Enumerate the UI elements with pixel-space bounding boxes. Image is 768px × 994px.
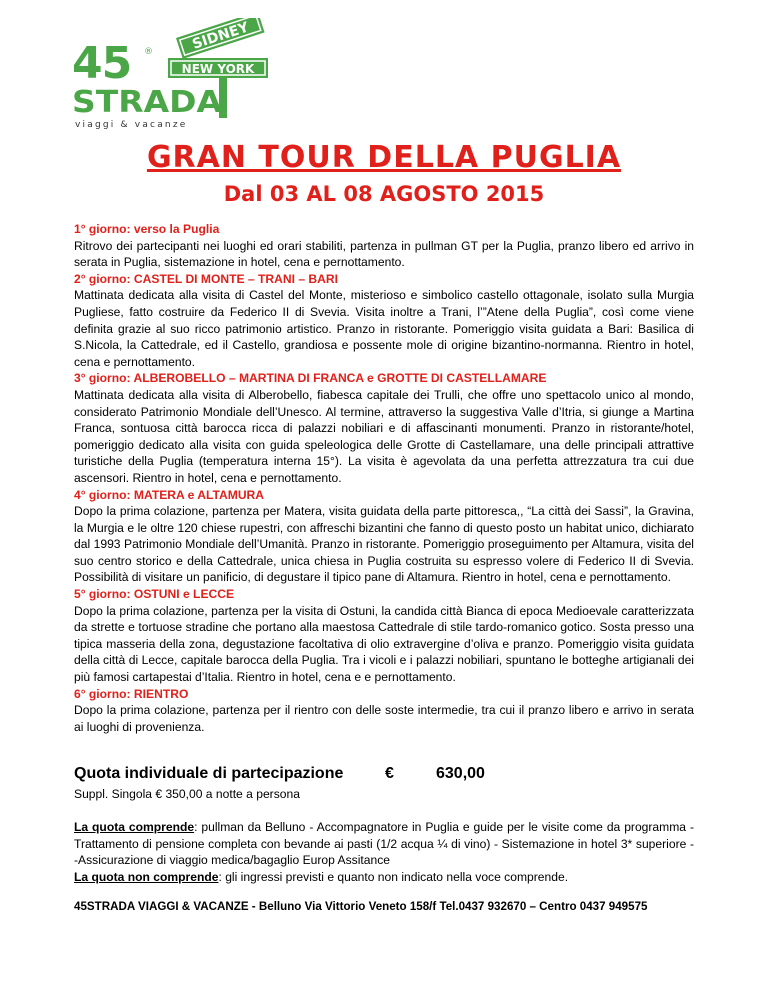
day-heading: 4° giorno: MATERA e ALTAMURA [74, 487, 265, 502]
day-2 [74, 271, 694, 371]
includes-label: La quota comprende [74, 820, 195, 834]
day-text: Ritrovo dei partecipanti nei luoghi ed orari stabiliti, partenza in pullman GT per la Puglia, pranzo libero ed arrivo in serata in Puglia, sistemazione in hotel, cena e pernottamento. [74, 238, 694, 270]
logo-tagline: viaggi & vacanze [75, 120, 188, 130]
page-title: GRAN TOUR DELLA PUGLIA [146, 140, 622, 175]
day-heading: 5° giorno: OSTUNI e LECCE [74, 587, 235, 602]
day-text: Mattinata dedicata alla visita di Alberobello, fiabesca capitale dei Trulli, che offre uno spettacolo unico al mondo, considerato Patrimonio Mondiale dell’Unesco. Al termine, attraverso la suggestiva Valle d’Itria, si giunge a Martina Franca, sontuosa città barocca ricca di palazzi nobiliari e di affascinanti monumenti. Pranzo in ristorante/hotel, pomeriggio dedicato alla visita con guida speleologica delle Grotte di Castellamare, una delle principali attrattive turistiche della Puglia (temperatura interna 15°). La visita è agevolata da una perfetta attrezzatura tra cui due ascensori. Rientro in hotel, cena e pernottamento. [74, 387, 694, 485]
excludes-text: : gli ingressi previsti e quanto non indicato nella voce comprende. [218, 869, 569, 884]
day-text: Dopo la prima colazione, partenza per Matera, visita guidata della parte pittoresca,, “La città dei Sassi”, la Gravina, la Murgia e le oltre 120 chiese rupestri, con affreschi bizantini che fanno di questo posto un habitat unico, dichiarato dal 1993 Patrimonio Mondiale dell’Umanità. Pranzo in ristorante. Pomeriggio proseguimento per Altamura, visita del suo centro storico e della Cattedrale, unica chiesa in Puglia costruita su espresso volere di Federico II di Svevia. Possibilità di visitare un panificio, di degustare il tipico pane di Altamura. Rientro in hotel, cena e pernottamento. [74, 504, 694, 585]
day-text: Dopo la prima colazione, partenza per il rientro con delle soste intermedie, tra cui il pranzo libero e arrivo in serata ai luoghi di provenienza. [74, 703, 694, 734]
logo-sign-bottom: NEW YORK [181, 62, 255, 76]
day-heading: 3° giorno: ALBEROBELLO – MARTINA DI FRANCA e GROTTE DI CASTELLAMARE [74, 371, 547, 386]
logo-name: STRADA [72, 85, 223, 120]
excludes-paragraph [74, 869, 694, 886]
day-text: Mattinata dedicata alla visita di Castel del Monte, misterioso e simbolico castello ottagonale, isolato sulla Murgia Pugliese, fatto costruire da Federico II di Svevia. Visita inoltre a Trani, l’”Atene della Puglia”, così come viene definita grazie al suo ricco patrimonio artistico. Pranzo in ristorante. Pomeriggio visita guidata a Bari: Basilica di S.Nicola, la Cattedrale, ed il Castello, grandiosa e possente mole di origine bizantino-normanna. Rientro in hotel, cena e pernottamento. [74, 288, 694, 369]
day-3 [74, 370, 694, 486]
day-4 [74, 487, 694, 587]
includes-text: : pullman da Belluno - Accompagnatore in Puglia e guide per le visite come da programma - Trattamento di pensione completa con bevande ai pasti (1/2 acqua ¼ di vino) - Sistemazione in hotel 3* superiore - -Assicurazione di viaggio medica/bagaglio Europ Assitance [74, 820, 694, 868]
day-text: Dopo la prima colazione, partenza per la visita di Ostuni, la candida città Bianca di epoca Medioevale caratterizzata da strette e tortuose stradine che portano alla maestosa Cattedrale di stile tardo-romanico gotico. Sosta presso una tipica masseria della zona, degustazione facoltativa di olio extravergine d’oliva e pranzo. Pomeriggio visita guidata della città di Lecce, capitale barocca della Puglia. Tra i vicoli e i palazzi nobiliari, spuntano le botteghe artigianali dei più famosi cartapestai d’Italia. Rientro in hotel, cena e e pernottamento. [74, 603, 694, 685]
price-label: Quota individuale di partecipazione [74, 765, 344, 782]
logo-graphic [72, 18, 272, 130]
day-heading: 1° giorno: verso la Puglia [74, 222, 220, 236]
logo-registered: ® [144, 47, 153, 57]
itinerary [74, 221, 694, 735]
day-6 [74, 686, 694, 736]
price-currency: € [385, 765, 394, 782]
company-logo [72, 18, 272, 130]
day-heading: 6° giorno: RIENTRO [74, 686, 189, 701]
conditions [74, 819, 694, 885]
includes-paragraph [74, 819, 694, 869]
logo-number: 45 [72, 38, 132, 89]
footer-contact: 45STRADA VIAGGI & VACANZE - Belluno Via Vittorio Veneto 158/f Tel.0437 932670 – Centro 0437 949575 [74, 900, 648, 913]
day-5 [74, 586, 694, 686]
single-supplement: Suppl. Singola € 350,00 a notte a persona [74, 787, 300, 801]
page-subtitle: Dal 03 AL 08 AGOSTO 2015 [223, 182, 545, 206]
day-heading: 2° giorno: CASTEL DI MONTE – TRANI – BARI [74, 271, 338, 286]
price-value: 630,00 [436, 765, 485, 782]
day-1 [74, 221, 694, 271]
logo-sign-top: SIDNEY [190, 19, 251, 53]
price-row [74, 765, 694, 787]
excludes-label: La quota non comprende [74, 869, 219, 884]
